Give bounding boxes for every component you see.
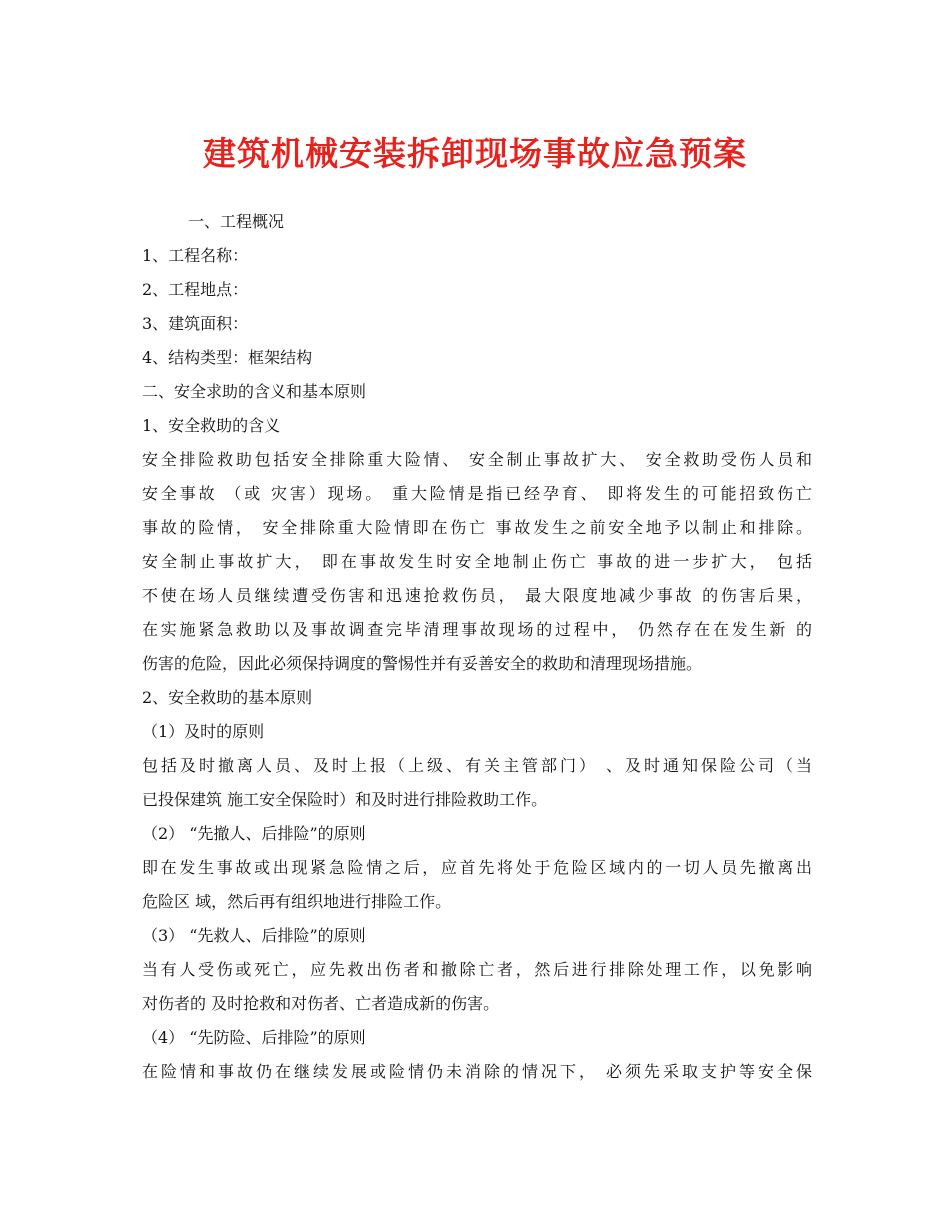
subsection-heading: 1、安全救助的含义 xyxy=(142,416,281,435)
paragraph-line: 当有人受伤或死亡，应先救出伤者和撤除亡者，然后进行排除处理工作，以免影响 xyxy=(142,960,812,979)
subsection-heading: 2、安全救助的基本原则 xyxy=(142,688,313,707)
list-item: 2、工程地点： xyxy=(142,280,249,299)
paragraph-line: 危险区 域，然后再有组织地进行排险工作。 xyxy=(142,892,452,911)
paragraph-line: 伤害的危险，因此必须保持调度的警惕性并有妥善安全的救助和清理现场措施。 xyxy=(142,654,703,673)
paragraph-line: 在实施紧急救助以及事故调查完毕清理事故现场的过程中， 仍然存在在发生新 的 xyxy=(142,620,812,639)
principle-heading: （3） “先救人、后排险”的原则 xyxy=(142,926,366,945)
section-heading: 二、安全求助的含义和基本原则 xyxy=(142,382,367,401)
paragraph-line: 安全事故 （或 灾害）现场。 重大险情是指已经孕育、 即将发生的可能招致伤亡 xyxy=(142,484,812,503)
principle-heading: （1）及时的原则 xyxy=(142,722,265,741)
paragraph-line: 即在发生事故或出现紧急险情之后，应首先将处于危险区域内的一切人员先撤离出 xyxy=(142,858,812,877)
principle-heading: （2） “先撤人、后排险”的原则 xyxy=(142,824,366,843)
list-item: 1、工程名称： xyxy=(142,246,249,265)
paragraph-line: 事故的险情， 安全排除重大险情即在伤亡 事故发生之前安全地予以制止和排除。 xyxy=(142,518,812,537)
paragraph-line: 已投保建筑 施工安全保险时）和及时进行排险救助工作。 xyxy=(142,790,548,809)
document-body xyxy=(142,205,812,1089)
document-title: 建筑机械安装拆卸现场事故应急预案 xyxy=(203,134,747,173)
paragraph-line: 对伤者的 及时抢救和对伤者、亡者造成新的伤害。 xyxy=(142,994,500,1013)
paragraph-line: 包括及时撤离人员、及时上报（上级、有关主管部门） 、及时通知保险公司（当 xyxy=(142,756,812,775)
section-heading: 一、工程概况 xyxy=(188,212,285,231)
paragraph-line: 安全制止事故扩大， 即在事故发生时安全地制止伤亡 事故的进一步扩大， 包括 xyxy=(142,552,812,571)
list-item: 4、结构类型：框架结构 xyxy=(142,348,313,367)
principle-heading: （4） “先防险、后排险”的原则 xyxy=(142,1028,366,1047)
list-item: 3、建筑面积： xyxy=(142,314,249,333)
paragraph-line: 不使在场人员继续遭受伤害和迅速抢救伤员， 最大限度地减少事故 的伤害后果， xyxy=(142,586,812,605)
paragraph-line: 在险情和事故仍在继续发展或险情仍未消除的情况下， 必须先采取支护等安全保 xyxy=(142,1062,812,1081)
paragraph-line: 安全排险救助包括安全排除重大险情、 安全制止事故扩大、 安全救助受伤人员和 xyxy=(142,450,812,469)
